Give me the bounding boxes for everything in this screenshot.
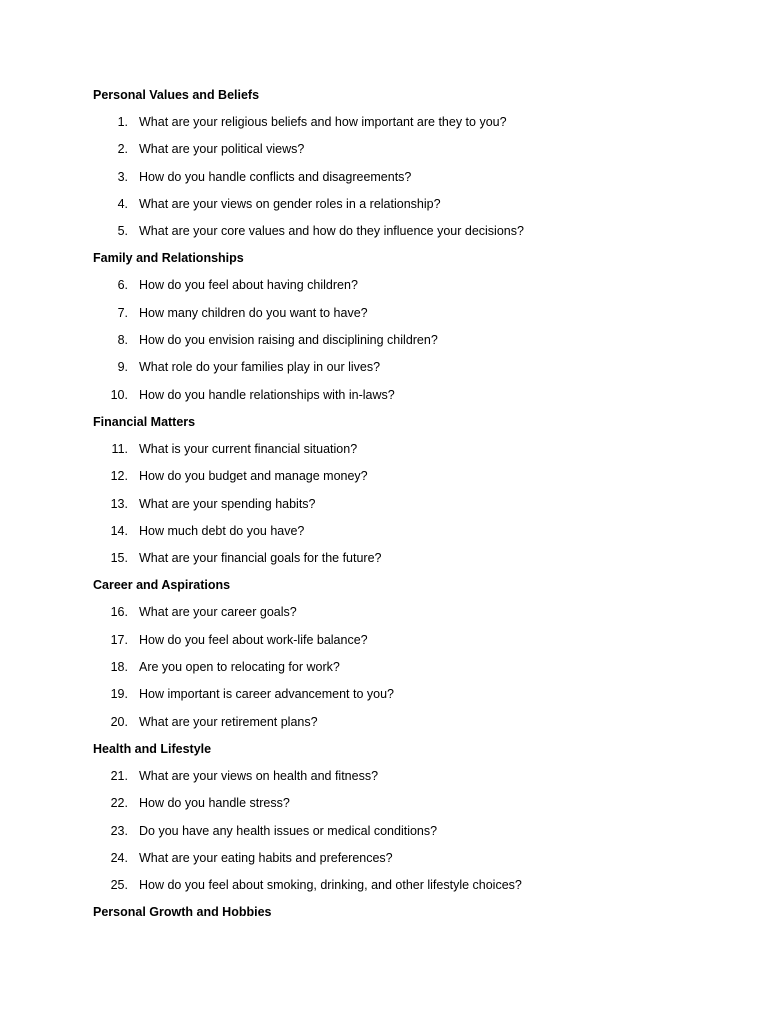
list-item (93, 386, 713, 413)
item-number: 3. (117, 169, 128, 184)
list-item (93, 876, 713, 903)
item-number: 22. (110, 796, 128, 811)
question-list (93, 440, 713, 576)
item-number: 25. (110, 878, 128, 893)
item-number: 20. (110, 714, 128, 729)
section-family-relationships (93, 249, 713, 412)
section-personal-values (93, 86, 713, 249)
item-text: How do you envision raising and disciplining children? (139, 333, 438, 348)
item-number: 4. (117, 196, 128, 211)
item-text: How do you feel about smoking, drinking, and other lifestyle choices? (139, 878, 522, 893)
item-text: What role do your families play in our lives? (139, 360, 381, 375)
item-text: Do you have any health issues or medical conditions? (139, 823, 438, 838)
question-list (93, 603, 713, 739)
item-text: What is your current financial situation? (139, 441, 358, 456)
section-heading: Family and Relationships (93, 251, 244, 266)
item-text: What are your career goals? (139, 605, 297, 620)
section-heading: Financial Matters (93, 414, 196, 429)
item-number: 18. (110, 660, 128, 675)
item-number: 9. (117, 360, 128, 375)
item-text: What are your eating habits and preferences? (139, 850, 393, 865)
section-heading: Health and Lifestyle (93, 741, 212, 756)
item-number: 8. (117, 333, 128, 348)
item-number: 14. (110, 523, 128, 538)
list-item (93, 331, 713, 358)
item-number: 7. (117, 305, 128, 320)
section-personal-growth (93, 903, 713, 930)
item-text: What are your financial goals for the future? (139, 551, 382, 566)
list-item (93, 822, 713, 849)
item-number: 1. (117, 115, 128, 129)
list-item (93, 495, 713, 522)
item-text: How do you budget and manage money? (139, 469, 368, 484)
item-text: How many children do you want to have? (139, 305, 368, 320)
list-item (93, 358, 713, 385)
list-item (93, 195, 713, 222)
item-text: How do you handle relationships with in-laws? (139, 387, 395, 402)
item-text: How much debt do you have? (139, 523, 305, 538)
list-item (93, 549, 713, 576)
item-number: 6. (117, 278, 128, 293)
list-item (93, 631, 713, 658)
list-item (93, 767, 713, 794)
item-number: 23. (110, 823, 128, 838)
list-item (93, 713, 713, 740)
item-number: 12. (110, 469, 128, 484)
list-item (93, 168, 713, 195)
item-text: What are your political views? (139, 142, 305, 157)
item-text: How do you feel about work-life balance? (139, 632, 368, 647)
document-content (93, 86, 713, 930)
section-career-aspirations (93, 576, 713, 739)
list-item (93, 276, 713, 303)
item-text: What are your spending habits? (139, 496, 316, 511)
question-list (93, 276, 713, 412)
section-health-lifestyle (93, 740, 713, 903)
item-text: How do you handle stress? (139, 796, 290, 811)
list-item (93, 685, 713, 712)
item-text: What are your views on gender roles in a relationship? (139, 196, 441, 211)
item-text: How do you handle conflicts and disagreements? (139, 169, 412, 184)
list-item (93, 658, 713, 685)
item-number: 5. (117, 224, 128, 239)
item-number: 10. (110, 387, 128, 402)
item-number: 19. (110, 687, 128, 702)
item-text: What are your religious beliefs and how important are they to you? (139, 115, 507, 129)
list-item (93, 794, 713, 821)
question-list (93, 113, 713, 249)
item-text: How important is career advancement to you? (139, 687, 394, 702)
list-item (93, 467, 713, 494)
item-number: 17. (110, 632, 128, 647)
item-text: Are you open to relocating for work? (139, 660, 340, 675)
list-item (93, 849, 713, 876)
list-item (93, 140, 713, 167)
item-number: 16. (110, 605, 128, 620)
section-financial-matters (93, 413, 713, 576)
question-list (93, 767, 713, 903)
item-number: 11. (111, 441, 128, 456)
item-number: 24. (110, 850, 128, 865)
list-item (93, 304, 713, 331)
section-heading: Career and Aspirations (93, 578, 231, 593)
list-item (93, 603, 713, 630)
item-text: What are your core values and how do they influence your decisions? (139, 224, 524, 239)
item-number: 21. (110, 768, 128, 783)
section-heading: Personal Growth and Hobbies (93, 905, 272, 920)
item-number: 13. (110, 496, 128, 511)
item-number: 2. (117, 142, 128, 157)
list-item (93, 440, 713, 467)
item-text: What are your views on health and fitness? (139, 768, 379, 783)
item-number: 15. (110, 551, 128, 566)
list-item (93, 522, 713, 549)
item-text: How do you feel about having children? (139, 278, 358, 293)
item-text: What are your retirement plans? (139, 714, 318, 729)
list-item (93, 113, 713, 140)
section-heading: Personal Values and Beliefs (93, 88, 260, 102)
list-item (93, 222, 713, 249)
